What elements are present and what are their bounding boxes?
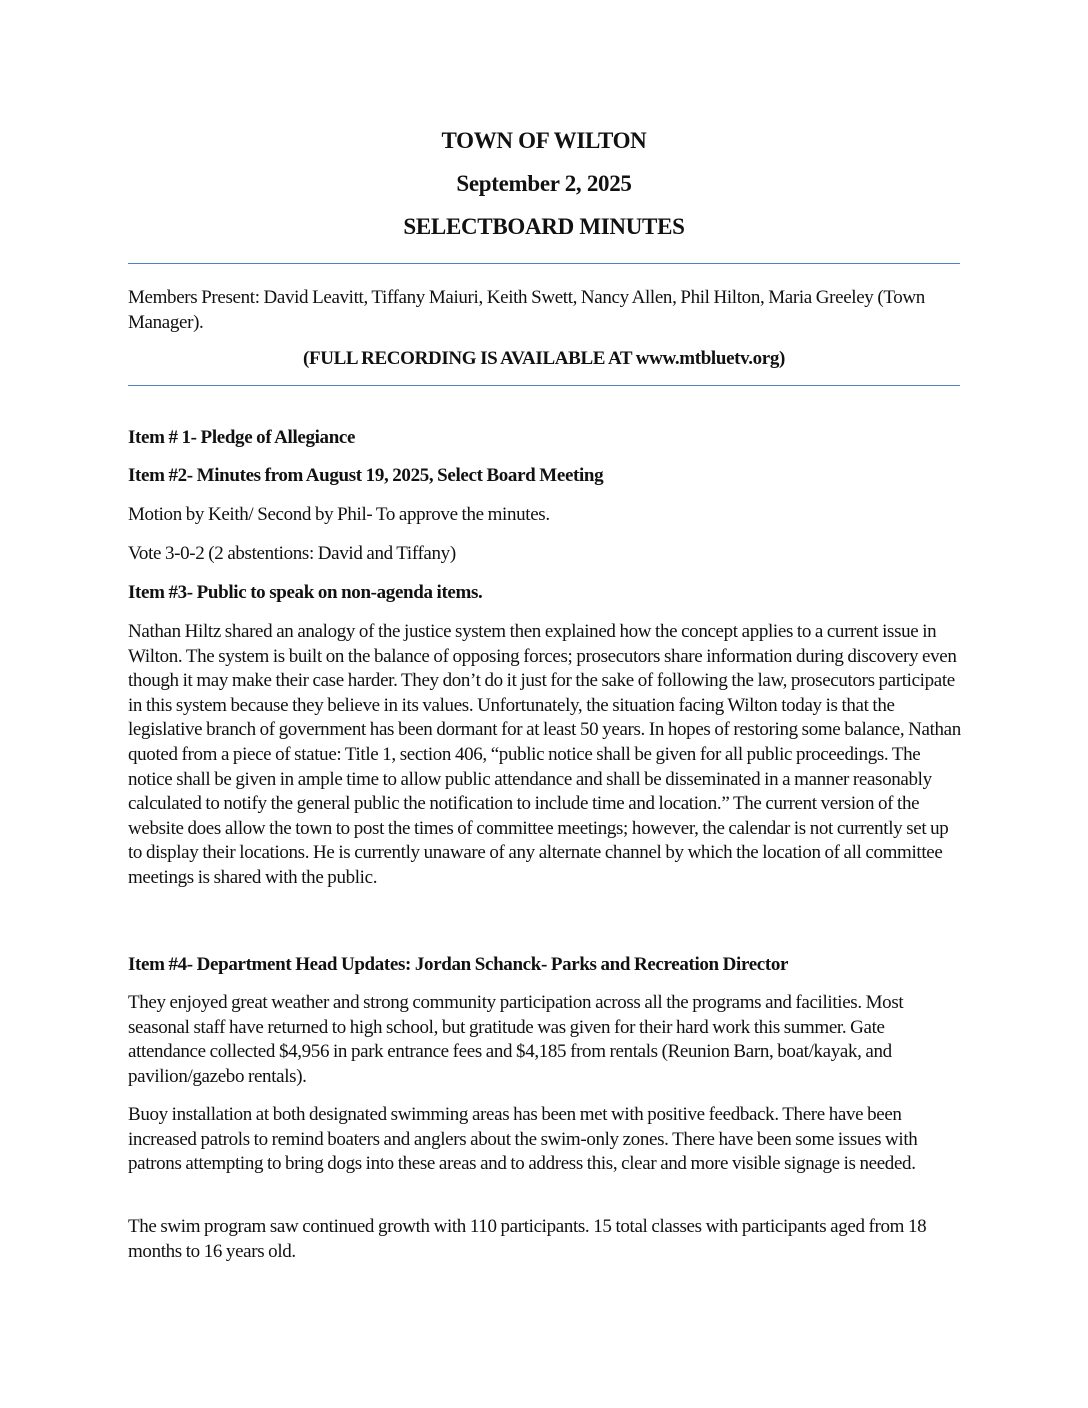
item-2-heading: Item #2- Minutes from August 19, 2025, Select Board Meeting [128,465,604,486]
header-divider [128,263,960,264]
org-title: TOWN OF WILTON [441,128,647,153]
meeting-date: September 2, 2025 [456,171,632,196]
item-3-body: Nathan Hiltz shared an analogy of the justice system then explained how the concept applies to a current issue in Wilton. The system is built on the balance of opposing forces; prosecutors share information during discovery even though it may make their case harder. They don’t do it just for the sake of following the law, prosecutors participate in this system because they believe in its values. Unfortunately, the situation facing Wilton today is that the legislative branch of government has been dormant for at least 50 years. In hopes of restoring some balance, Nathan quoted from a piece of statue: Title 1, section 406, “public notice shall be given for all public proceedings. The notice shall be given in ample time to allow public attendance and shall be disseminated in a manner reasonably calculated to notify the general public the notification to include time and location.” The current version of the website does allow the town to post the times of committee meetings; however, the calendar is not currently set up to display their locations. He is currently unaware of any alternate channel by which the location of all committee meetings is shared with the public. [128,621,961,888]
item-4-paragraph-3: The swim program saw continued growth with 110 participants. 15 total classes with participants aged from 18 months to 16 years old. [128,1216,927,1262]
item-3-heading: Item #3- Public to speak on non-agenda items. [128,582,483,603]
item-4-paragraph-2: Buoy installation at both designated swimming areas has been met with positive feedback. There have been increased patrols to remind boaters and anglers about the swim-only zones. There have been some issues with patrons attempting to bring dogs into these areas and to address this, clear and more visible signage is needed. [128,1104,918,1175]
item-4-paragraph-1: They enjoyed great weather and strong community participation across all the programs and facilities. Most seasonal staff have returned to high school, but gratitude was given for their hard work this summer. Gate attendance collected $4,956 in park entrance fees and $4,185 from rentals (Reunion Barn, boat/kayak, and pavilion/gazebo rentals). [128,992,904,1087]
item-1-heading: Item # 1- Pledge of Allegiance [128,427,356,448]
members-present: Members Present: David Leavitt, Tiffany Maiuri, Keith Swett, Nancy Allen, Phil Hilton, Maria Greeley (Town Manager). [128,287,925,333]
item-2-vote: Vote 3-0-2 (2 abstentions: David and Tiffany) [128,543,456,564]
item-4-heading: Item #4- Department Head Updates: Jordan Schanck- Parks and Recreation Director [128,954,789,975]
recording-note: (FULL RECORDING IS AVAILABLE AT www.mtbluetv.org) [302,348,785,369]
members-divider [128,385,960,386]
document-title: SELECTBOARD MINUTES [403,214,685,239]
item-2-motion: Motion by Keith/ Second by Phil- To approve the minutes. [128,504,550,525]
